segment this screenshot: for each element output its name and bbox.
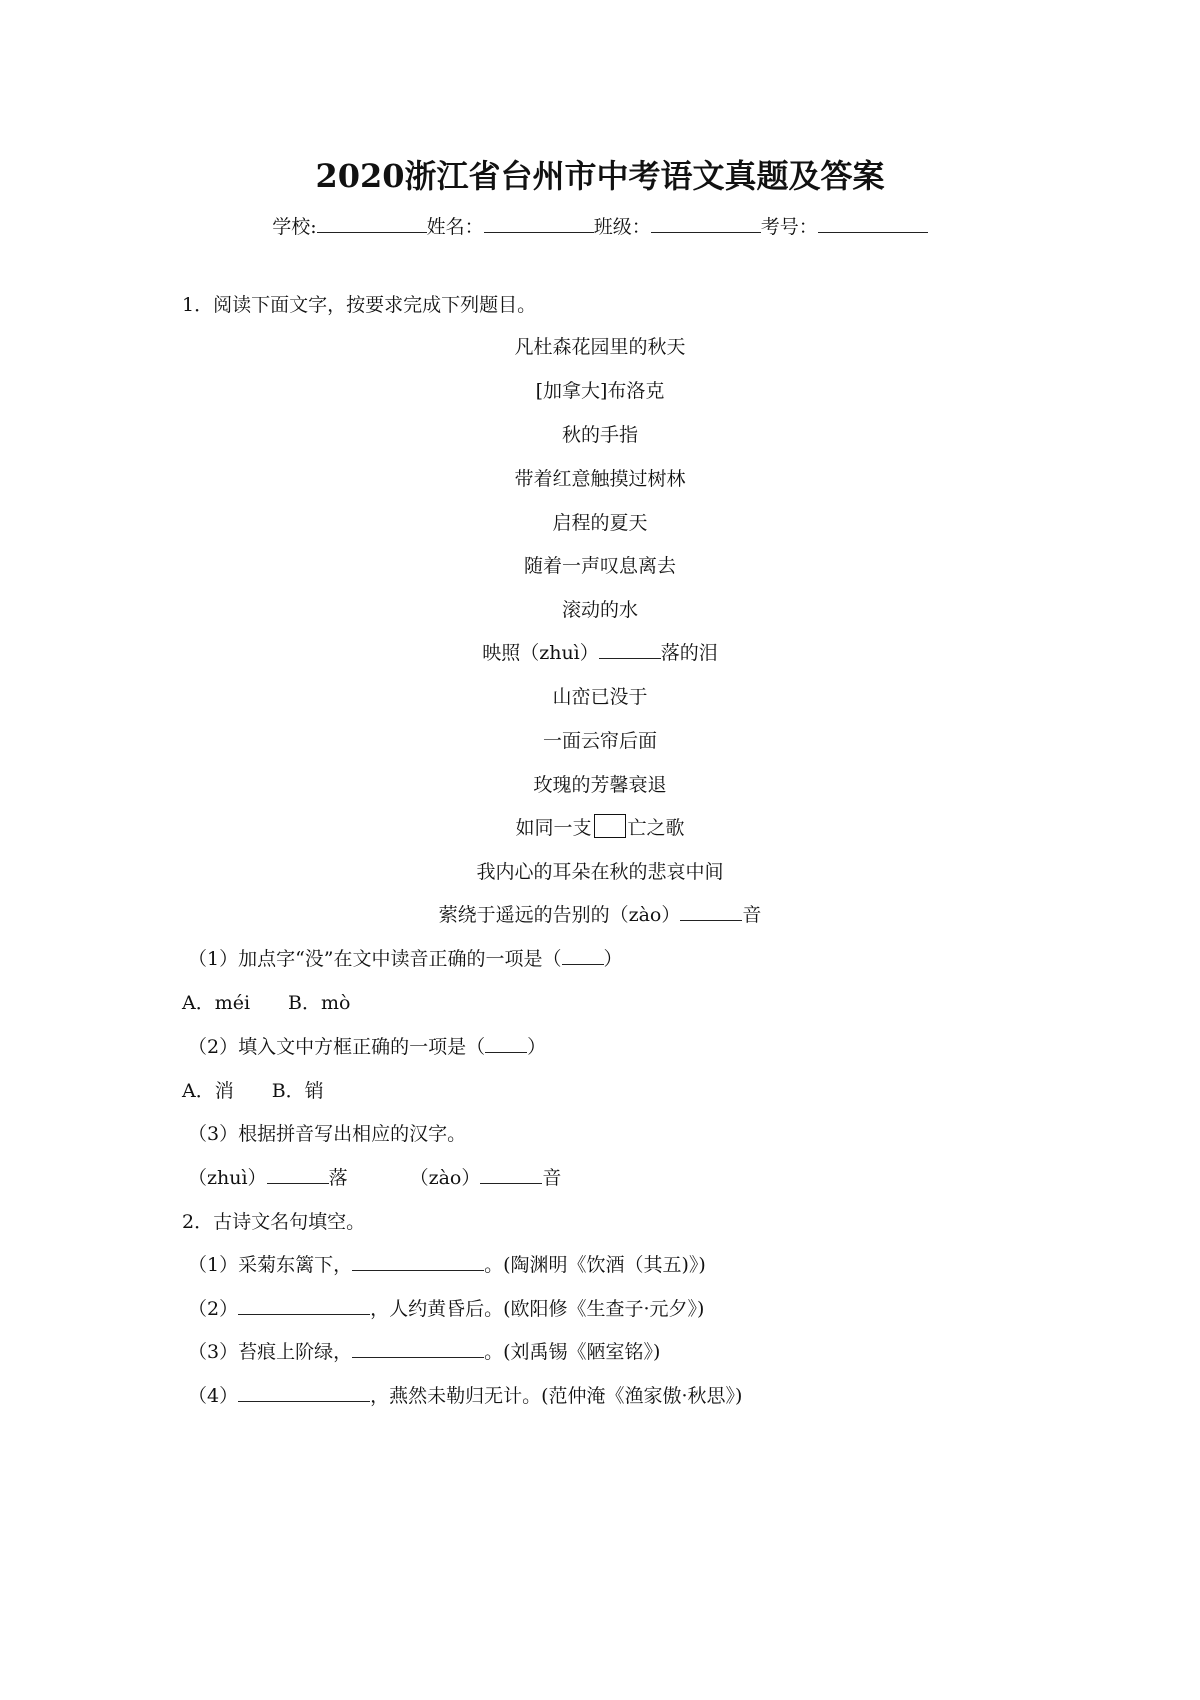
q2-item-4-blank[interactable] [238, 1383, 370, 1402]
answer-box[interactable] [594, 814, 626, 838]
q2-item-2-post: ，人约黄昏后。(欧阳修《生查子·元夕》) [370, 1298, 705, 1320]
q2-item-2-pre: （2） [188, 1298, 239, 1320]
q1-sub3-blanks [188, 1163, 561, 1193]
class-blank[interactable] [651, 214, 761, 233]
sub3-zhui-char: 落 [328, 1167, 348, 1189]
poem-line: 我内心的耳朵在秋的悲哀中间 [476, 861, 724, 883]
q2-item-3-pre: （3）苔痕上阶绿， [188, 1341, 353, 1363]
number-blank[interactable] [818, 214, 928, 233]
q2-item-3-post: 。(刘禹锡《陋室铭》) [484, 1341, 661, 1363]
sub3-zao-pinyin: （zào） [409, 1167, 481, 1189]
number-label: 考号： [760, 216, 818, 238]
poem-line-zao [0, 900, 1200, 930]
q2-item-4 [188, 1381, 742, 1411]
poem-line: 启程的夏天 [552, 512, 648, 534]
q2-item-3-blank[interactable] [352, 1339, 484, 1358]
class-label: 班级： [593, 216, 651, 238]
q2-item-1-blank[interactable] [352, 1252, 484, 1271]
school-label: 学校: [272, 216, 317, 238]
sub2-answer-blank[interactable] [485, 1034, 527, 1053]
poem-line: 一面云帘后面 [542, 730, 657, 752]
sub1-answer-blank[interactable] [562, 946, 604, 965]
q2-prompt: 2．古诗文名句填空。 [182, 1211, 366, 1233]
name-blank[interactable] [484, 214, 594, 233]
q1-sub2-options: A．消 B．销 [182, 1080, 324, 1102]
poem-line-box-post: 亡之歌 [627, 817, 685, 839]
q1-sub2-text: （2）填入文中方框正确的一项是（ [188, 1036, 486, 1058]
q1-prompt: 1．阅读下面文字，按要求完成下列题目。 [182, 294, 537, 316]
q1-sub2-close: ） [527, 1036, 547, 1058]
zhui-blank[interactable] [599, 640, 661, 659]
q2-item-2-blank[interactable] [238, 1296, 370, 1315]
q2-item-3 [188, 1337, 660, 1367]
sub3-zao-char: 音 [542, 1167, 562, 1189]
sub3-zhui-pinyin: （zhuì） [188, 1167, 267, 1189]
poem-line: 山峦已没于 [552, 686, 648, 708]
poem-line-zhui-post: 落的泪 [660, 642, 718, 664]
poem-line: 秋的手指 [561, 424, 638, 446]
poem-line: 带着红意触摸过树林 [514, 468, 686, 490]
poem-author: [加拿大]布洛克 [535, 380, 665, 402]
poem-line-zhui-pre: 映照（zhuì） [482, 642, 599, 664]
q2-item-1-post: 。(陶渊明《饮酒（其五)》) [484, 1254, 706, 1276]
zao-blank[interactable] [680, 902, 742, 921]
q1-sub1-close: ） [603, 948, 623, 970]
sub3-zhui-blank[interactable] [267, 1165, 329, 1184]
poem-line: 滚动的水 [561, 599, 638, 621]
poem-line-zhui [0, 638, 1200, 668]
q2-item-1-pre: （1）采菊东篱下， [188, 1254, 353, 1276]
poem-line-box-pre: 如同一支 [515, 817, 592, 839]
q1-sub1-options: A．méi B．mò [182, 992, 351, 1014]
poem-line-zao-post: 音 [742, 904, 762, 926]
q1-sub2 [188, 1032, 546, 1062]
q1-sub3: （3）根据拼音写出相应的汉字。 [188, 1123, 467, 1145]
q1-sub1-text: （1）加点字“没”在文中读音正确的一项是（ [188, 948, 562, 970]
poem-title: 凡杜森花园里的秋天 [514, 336, 686, 358]
q2-item-4-post: ，燕然未勒归无计。(范仲淹《渔家傲·秋思》) [370, 1385, 743, 1407]
poem-line: 随着一声叹息离去 [523, 555, 676, 577]
page-title: 2020浙江省台州市中考语文真题及答案 [315, 157, 885, 195]
sub3-zao-blank[interactable] [480, 1165, 542, 1184]
poem-line-zao-pre: 萦绕于遥远的告别的（zào） [438, 904, 681, 926]
name-label: 姓名： [426, 216, 484, 238]
q2-item-1 [188, 1250, 706, 1280]
q2-item-2 [188, 1294, 704, 1324]
q1-sub1 [188, 944, 623, 974]
school-blank[interactable] [317, 214, 427, 233]
student-info-line [0, 212, 1200, 242]
q2-item-4-pre: （4） [188, 1385, 239, 1407]
poem-line: 玫瑰的芳馨衰退 [533, 774, 667, 796]
poem-line-box [0, 813, 1200, 843]
